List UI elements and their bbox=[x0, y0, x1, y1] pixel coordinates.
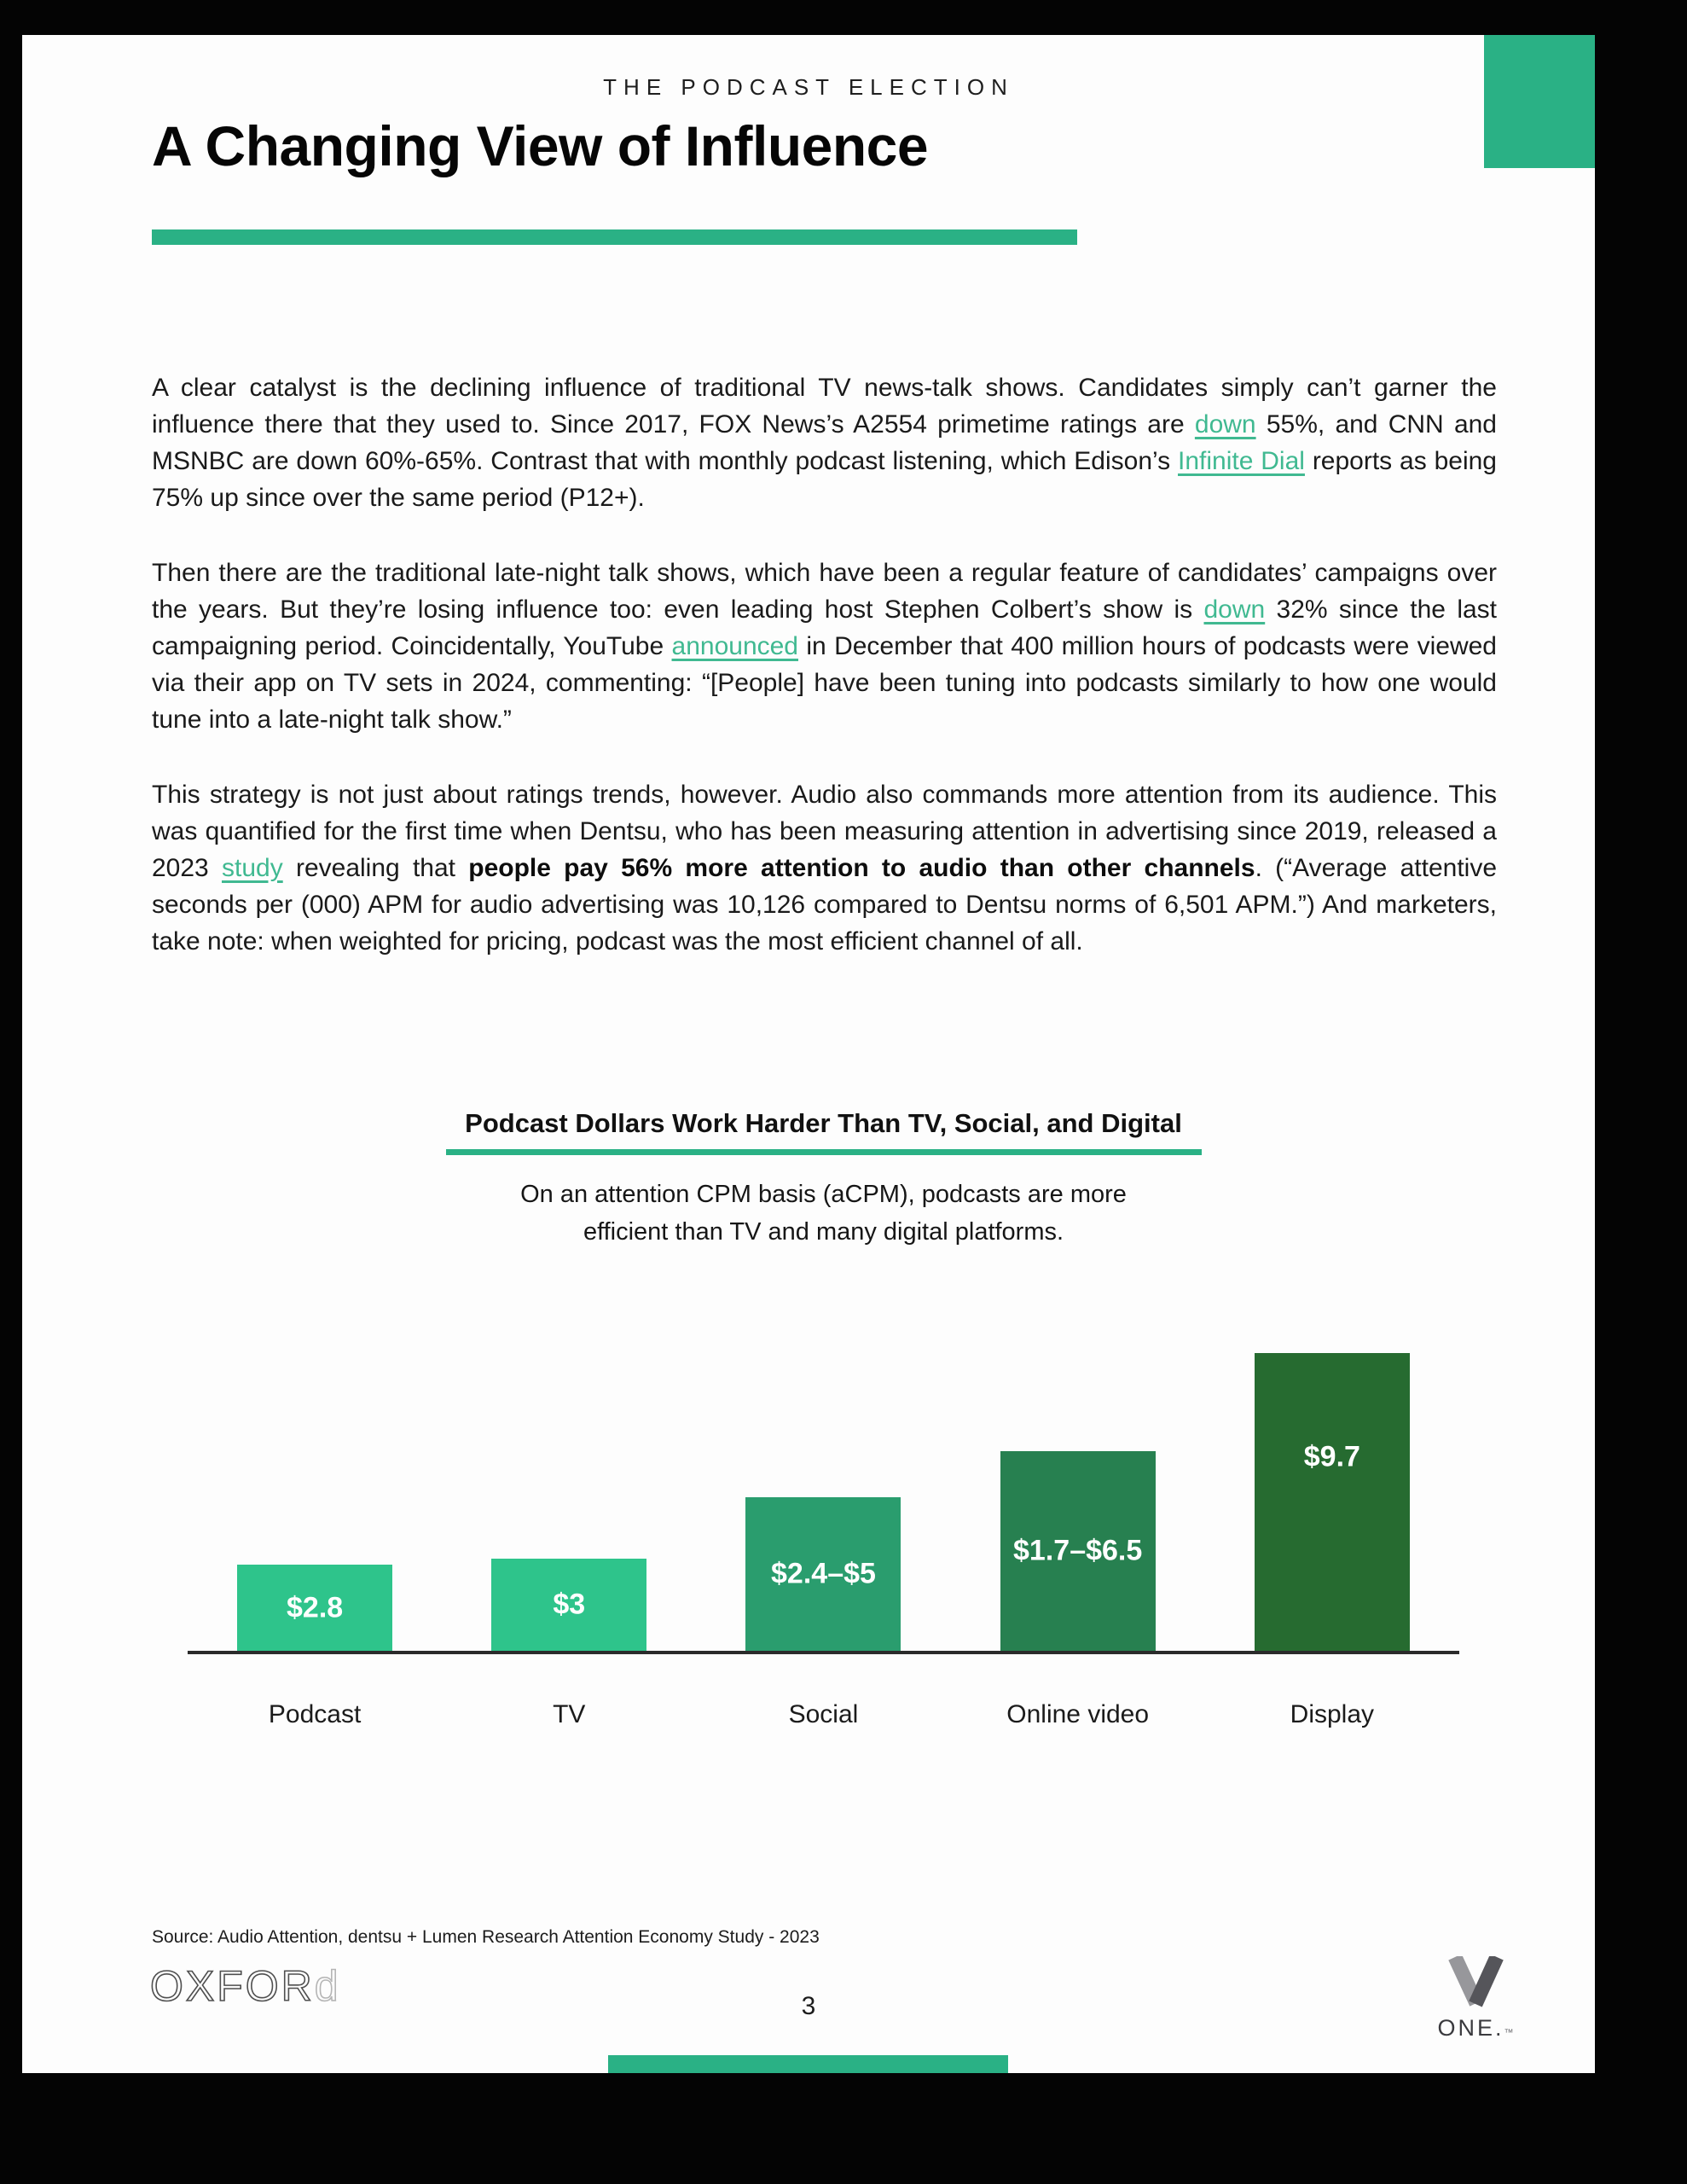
title-underline bbox=[152, 229, 1077, 245]
chart-header bbox=[188, 1107, 1459, 1251]
category-label: Social bbox=[788, 1700, 859, 1728]
body-paragraph bbox=[152, 776, 1497, 960]
youtube-announced-link[interactable]: announced bbox=[671, 632, 798, 660]
eyebrow-header: THE PODCAST ELECTION bbox=[603, 74, 1014, 100]
body-paragraph bbox=[152, 555, 1497, 738]
chart-title: Podcast Dollars Work Harder Than TV, Social, and Digital bbox=[465, 1108, 1182, 1138]
bar-slot bbox=[1000, 1451, 1156, 1651]
bold-text: people pay 56% more attention to audio than other channels bbox=[468, 854, 1255, 882]
chart-subtitle-line2: efficient than TV and many digital platforms. bbox=[583, 1218, 1064, 1246]
colbert-down-link[interactable]: down bbox=[1203, 595, 1266, 624]
one-logo-text bbox=[1407, 2017, 1544, 2040]
one-logo bbox=[1407, 1956, 1544, 2040]
bar-social bbox=[745, 1497, 901, 1651]
chart-category-labels bbox=[188, 1700, 1459, 1729]
text-run: 55%, and CNN and MSNBC are down 60%-65%. Contrast that with monthly podcast listening, which Edison’s bbox=[152, 410, 1497, 475]
text-run: reports as being 75% up since over the same period (P12+). bbox=[152, 447, 1497, 512]
bar-value-label: $1.7–$6.5 bbox=[1013, 1534, 1143, 1567]
category-label: TV bbox=[553, 1700, 586, 1728]
text-run: This strategy is not just about ratings trends, however. Audio also commands more attention from its audience. This was quantified for the first time when Dentsu, who has been measuring attention in advertising since 2019, released a 2023 bbox=[152, 781, 1497, 882]
chart-bars bbox=[188, 1353, 1459, 1651]
dentsu-study-link[interactable]: study bbox=[222, 854, 283, 882]
bar-slot bbox=[237, 1565, 392, 1651]
bottom-accent-bar bbox=[608, 2055, 1008, 2073]
one-logo-label: ONE. bbox=[1437, 2015, 1504, 2041]
source-note: Source: Audio Attention, dentsu + Lumen Research Attention Economy Study - 2023 bbox=[152, 1927, 820, 1947]
text-run: A clear catalyst is the declining influence of traditional TV news-talk shows. Candidates simply can’t garner the influence there that they used to. Since 2017, FOX News’s A2554 primetime ratings are bbox=[152, 374, 1497, 439]
category-label: Online video bbox=[1006, 1700, 1150, 1728]
chart-title-underline bbox=[446, 1149, 1202, 1155]
bar-tv bbox=[491, 1559, 646, 1651]
body-copy bbox=[152, 369, 1497, 998]
oxford-logo-light: d bbox=[314, 1962, 341, 2010]
page-title: A Changing View of Influence bbox=[152, 114, 929, 177]
bar-value-label: $2.4–$5 bbox=[771, 1557, 876, 1590]
infinite-dial-link[interactable]: Infinite Dial bbox=[1178, 447, 1305, 475]
bar-display bbox=[1255, 1353, 1410, 1651]
category-label: Display bbox=[1290, 1700, 1375, 1728]
document-page bbox=[22, 35, 1595, 2073]
corner-accent-block bbox=[1484, 35, 1595, 168]
bar-value-label: $2.8 bbox=[287, 1591, 344, 1623]
bar-podcast bbox=[237, 1565, 392, 1651]
one-logo-tm: ™ bbox=[1504, 2028, 1514, 2038]
category-label: Podcast bbox=[268, 1700, 362, 1728]
oxford-logo-main: OXFOR bbox=[150, 1962, 315, 2010]
page-number: 3 bbox=[801, 1992, 816, 2020]
body-paragraph bbox=[152, 369, 1497, 516]
ratings-down-link[interactable]: down bbox=[1194, 410, 1256, 439]
text-run: revealing that bbox=[282, 854, 469, 882]
bar-online-video bbox=[1000, 1451, 1156, 1651]
bar-slot bbox=[491, 1559, 646, 1651]
chart-subtitle-line1: On an attention CPM basis (aCPM), podcasts are more bbox=[520, 1181, 1127, 1209]
bar-value-label: $3 bbox=[553, 1588, 586, 1621]
text-run: 32% since the last campaigning period. Coincidentally, YouTube bbox=[152, 595, 1498, 660]
text-run: . (“Average attentive seconds per (000) APM for audio advertising was 10,126 compared to Dentsu norms of 6,501 APM.”) And marketers, take note: when weighted for pricing, podcast was the most efficient channel of all. bbox=[152, 854, 1498, 956]
bar-value-label: $9.7 bbox=[1303, 1440, 1360, 1473]
bar-slot bbox=[1255, 1353, 1410, 1651]
one-logo-v-icon bbox=[1447, 1956, 1504, 2007]
chart-axis-line bbox=[188, 1651, 1459, 1654]
text-run: in December that 400 million hours of podcasts were viewed via their app on TV sets in 2024, commenting: “[People] have been tuning into podcasts similarly to how one would tune into a late-night talk show.” bbox=[152, 632, 1497, 734]
bar-slot bbox=[745, 1497, 901, 1651]
text-run: Then there are the traditional late-night talk shows, which have been a regular feature of candidates’ campaigns over the years. But they’re losing influence too: even leading host Stephen Colbert’s show is bbox=[152, 559, 1497, 624]
